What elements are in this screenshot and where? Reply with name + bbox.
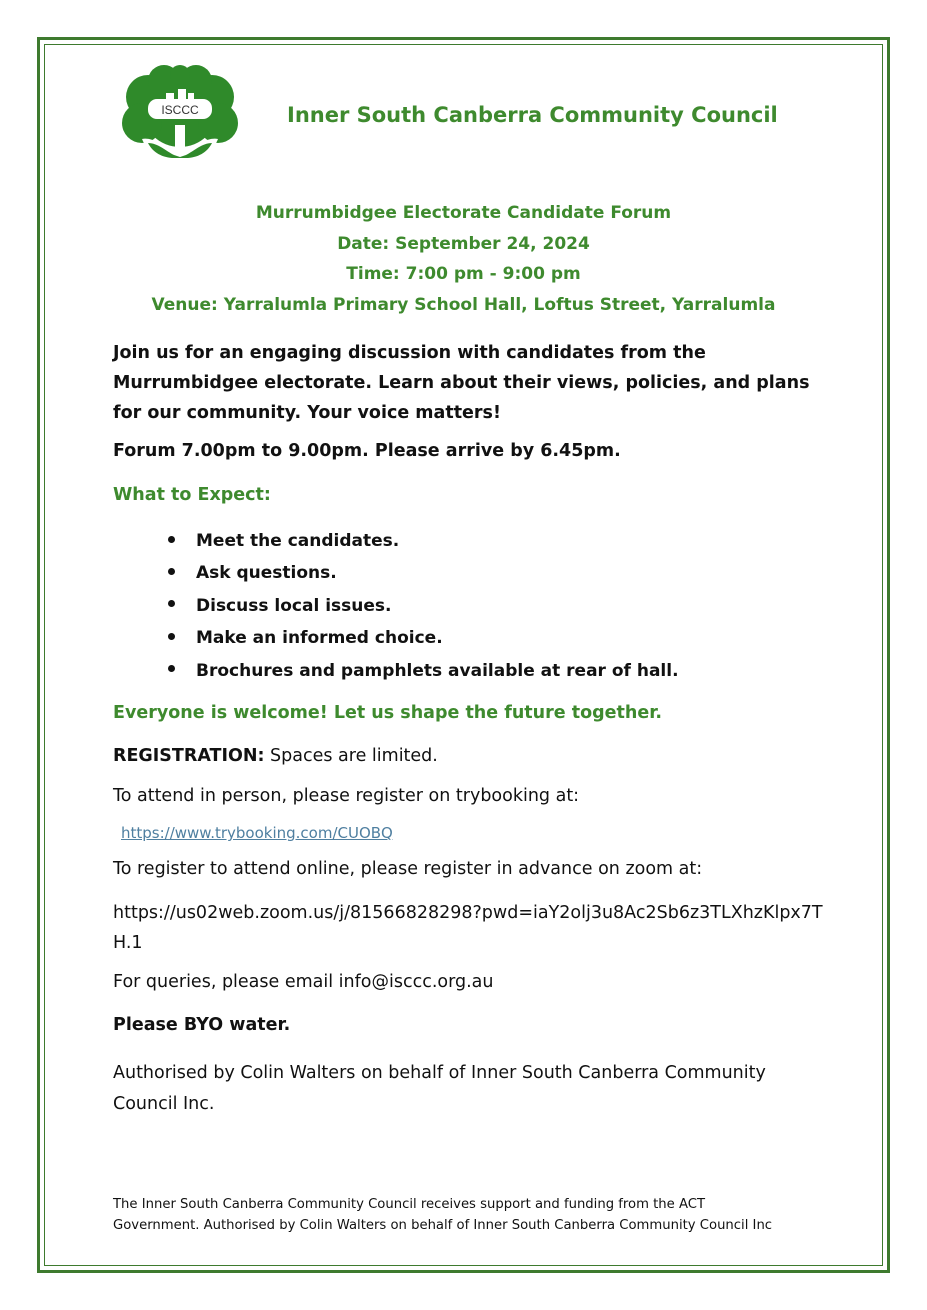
- list-item: [168, 658, 679, 690]
- authorisation-statement: Authorised by Colin Walters on behalf of Inner South Canberra Community Council Inc.: [113, 1063, 766, 1114]
- footer-note: The Inner South Canberra Community Council receives support and funding from the ACT Government. Authorised by Colin Walters on behalf of Inner South Canberra Community Council Inc: [113, 1197, 773, 1233]
- byo-water-note: Please BYO water.: [113, 1015, 291, 1035]
- expect-heading: What to Expect:: [113, 485, 271, 505]
- event-details: [60, 200, 867, 322]
- registration-label: REGISTRATION:: [113, 746, 265, 766]
- tree-hands-logo-icon: [118, 65, 242, 169]
- list-item-label: Make an informed choice.: [196, 628, 443, 649]
- bullet-icon: [168, 665, 175, 672]
- list-item: [168, 560, 679, 592]
- registration-note: [113, 746, 833, 766]
- forum-note: Forum 7.00pm to 9.00pm. Please arrive by 6.45pm.: [113, 441, 621, 461]
- attend-in-person-text: To attend in person, please register on trybooking at:: [113, 786, 580, 806]
- list-item-label: Discuss local issues.: [196, 595, 392, 616]
- trybooking-link[interactable]: https://www.trybooking.com/CUOBQ: [121, 824, 393, 842]
- bullet-icon: [168, 633, 175, 640]
- list-item: [168, 528, 679, 560]
- isccc-logo: [118, 65, 242, 169]
- event-venue: Venue: Yarralumla Primary School Hall, Loftus Street, Yarralumla: [151, 294, 776, 315]
- bullet-icon: [168, 600, 175, 607]
- organization-name: Inner South Canberra Community Council: [287, 103, 778, 127]
- list-item-label: Ask questions.: [196, 563, 337, 584]
- logo-text: ISCCC: [161, 103, 199, 117]
- welcome-message: Everyone is welcome! Let us shape the future together.: [113, 703, 662, 723]
- list-item: [168, 593, 679, 625]
- list-item-label: Meet the candidates.: [196, 531, 400, 551]
- zoom-link: https://us02web.zoom.us/j/81566828298?pwd=iaY2olj3u8Ac2Sb6z3TLXhzKlpx7TH.1: [113, 903, 823, 953]
- list-item: [168, 625, 679, 657]
- expect-list: [168, 528, 679, 690]
- event-date: Date: September 24, 2024: [337, 233, 590, 254]
- attend-online-text: To register to attend online, please register in advance on zoom at:: [113, 859, 703, 879]
- event-time: Time: 7:00 pm - 9:00 pm: [346, 264, 581, 284]
- queries-text: For queries, please email info@isccc.org.au: [113, 972, 494, 992]
- bullet-icon: [168, 536, 175, 543]
- list-item-label: Brochures and pamphlets available at rear of hall.: [196, 660, 679, 681]
- registration-text: Spaces are limited.: [264, 746, 438, 766]
- event-title: Murrumbidgee Electorate Candidate Forum: [255, 203, 672, 223]
- intro-paragraph: Join us for an engaging discussion with candidates from the Murrumbidgee electorate. Learn about their views, policies, and plans for our community. Your voice matters!: [113, 343, 810, 423]
- bullet-icon: [168, 568, 175, 575]
